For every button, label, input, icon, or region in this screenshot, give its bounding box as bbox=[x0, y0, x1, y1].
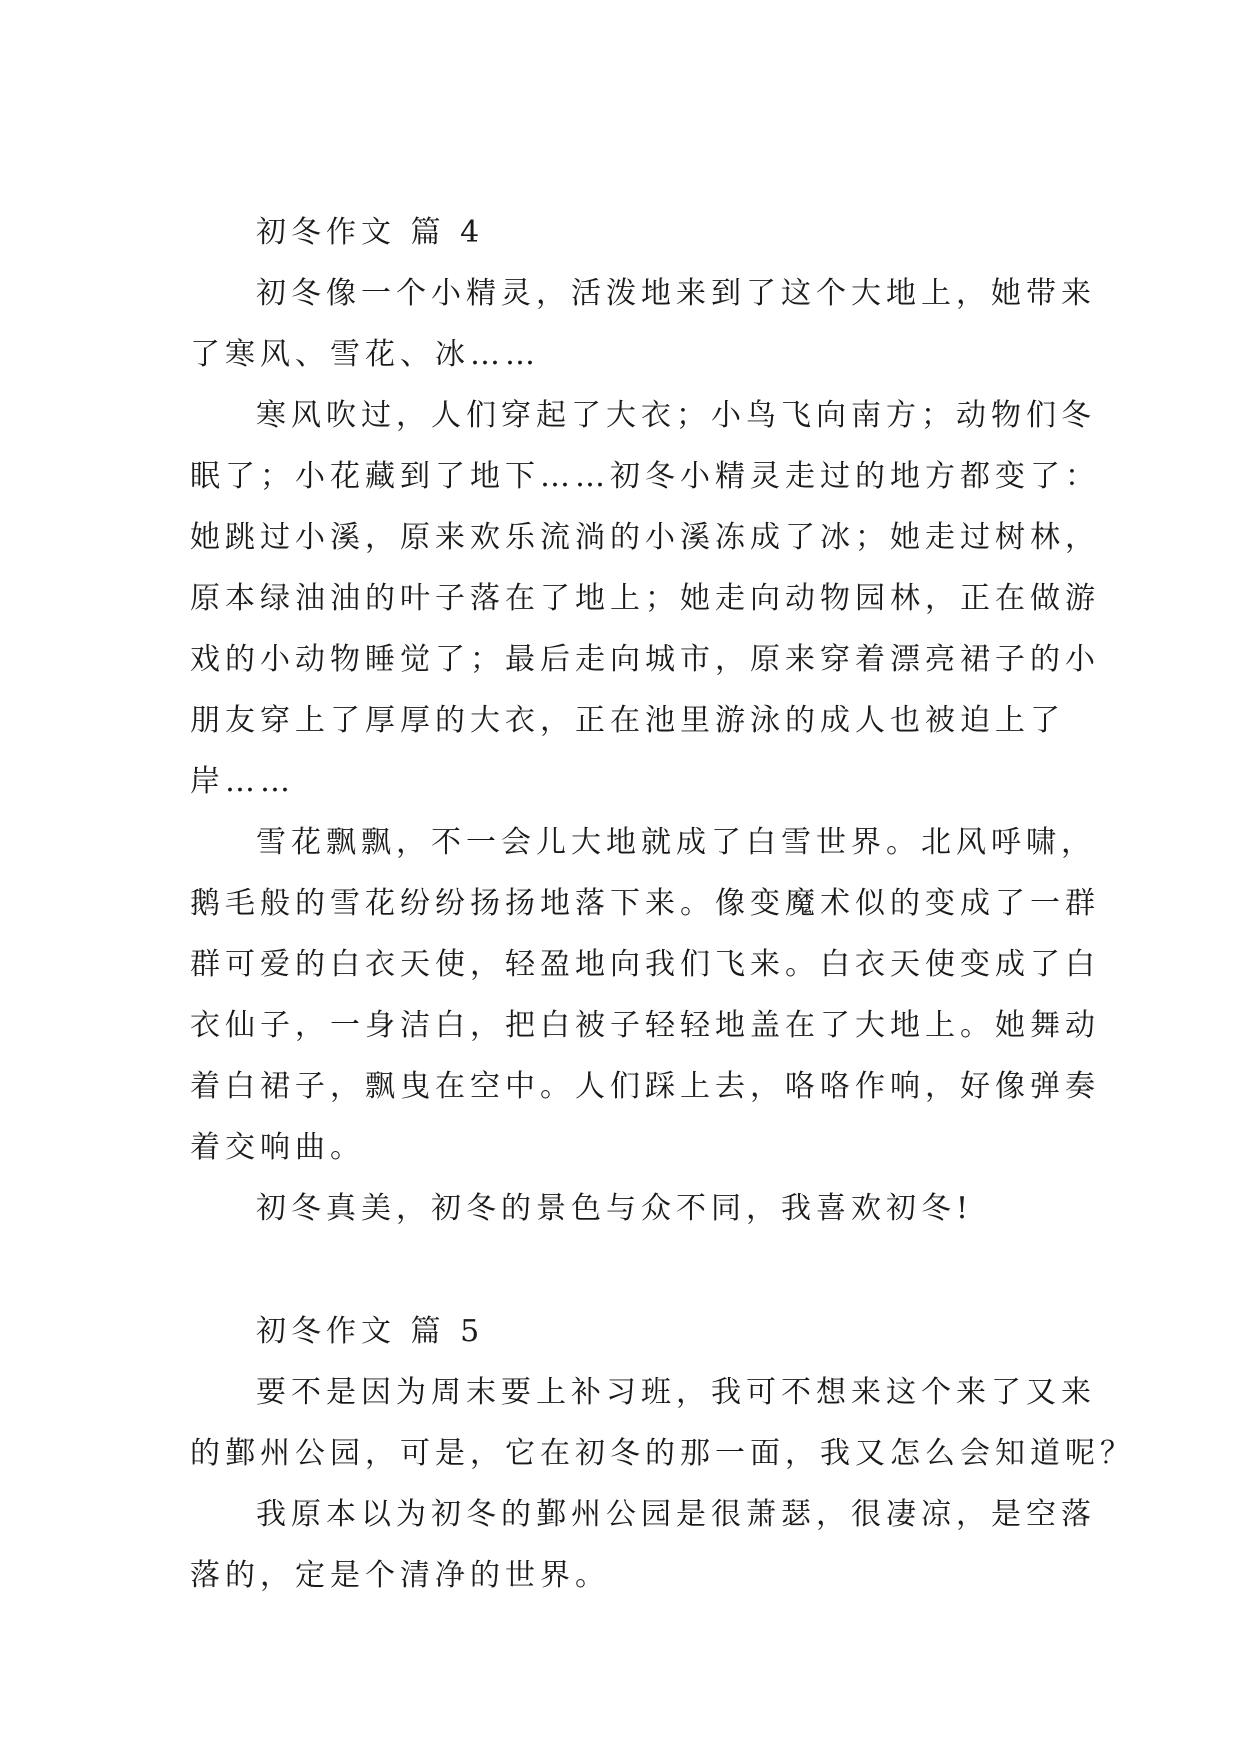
text-line: 戏的小动物睡觉了；最后走向城市，原来穿着漂亮裙子的小 bbox=[190, 642, 1100, 677]
text-line: 初冬像一个小精灵，活泼地来到了这个大地上，她带来 bbox=[256, 276, 1096, 311]
essay-section-5 bbox=[190, 1314, 1135, 1593]
document-page bbox=[190, 215, 1135, 1622]
section-title: 初冬作文 篇 5 bbox=[256, 1314, 485, 1349]
text-line: 群可爱的白衣天使，轻盈地向我们飞来。白衣天使变成了白 bbox=[190, 947, 1100, 982]
text-line: 雪花飘飘，不一会儿大地就成了白雪世界。北风呼啸， bbox=[256, 825, 1096, 860]
text-line: 岸…… bbox=[190, 764, 295, 799]
text-line: 初冬真美，初冬的景色与众不同，我喜欢初冬! bbox=[256, 1191, 974, 1226]
text-line: 了寒风、雪花、冰…… bbox=[190, 337, 540, 372]
section-spacer bbox=[190, 1255, 1050, 1317]
section-title: 初冬作文 篇 4 bbox=[256, 215, 485, 250]
text-line: 鹅毛般的雪花纷纷扬扬地落下来。像变魔术似的变成了一群 bbox=[190, 886, 1100, 921]
text-line: 着白裙子，飘曳在空中。人们踩上去，咯咯作响，好像弹奏 bbox=[190, 1069, 1100, 1104]
text-line: 寒风吹过，人们穿起了大衣；小鸟飞向南方；动物们冬 bbox=[256, 398, 1096, 433]
text-line: 原本绿油油的叶子落在了地上；她走向动物园林，正在做游 bbox=[190, 581, 1100, 616]
text-line: 我原本以为初冬的鄞州公园是很萧瑟，很凄凉，是空落 bbox=[256, 1497, 1096, 1532]
text-line: 着交响曲。 bbox=[190, 1130, 365, 1165]
text-line: 衣仙子，一身洁白，把白被子轻轻地盖在了大地上。她舞动 bbox=[190, 1008, 1100, 1043]
text-line: 要不是因为周末要上补习班，我可不想来这个来了又来 bbox=[256, 1375, 1096, 1410]
essay-section-4 bbox=[190, 215, 1100, 1226]
text-line: 朋友穿上了厚厚的大衣，正在池里游泳的成人也被迫上了 bbox=[190, 703, 1065, 738]
text-line: 眠了；小花藏到了地下……初冬小精灵走过的地方都变了： bbox=[190, 459, 1100, 494]
text-line: 的鄞州公园，可是，它在初冬的那一面，我又怎么会知道呢？ bbox=[190, 1436, 1135, 1471]
text-line: 落的，定是个清净的世界。 bbox=[190, 1558, 610, 1593]
text-line: 她跳过小溪，原来欢乐流淌的小溪冻成了冰；她走过树林， bbox=[190, 520, 1100, 555]
